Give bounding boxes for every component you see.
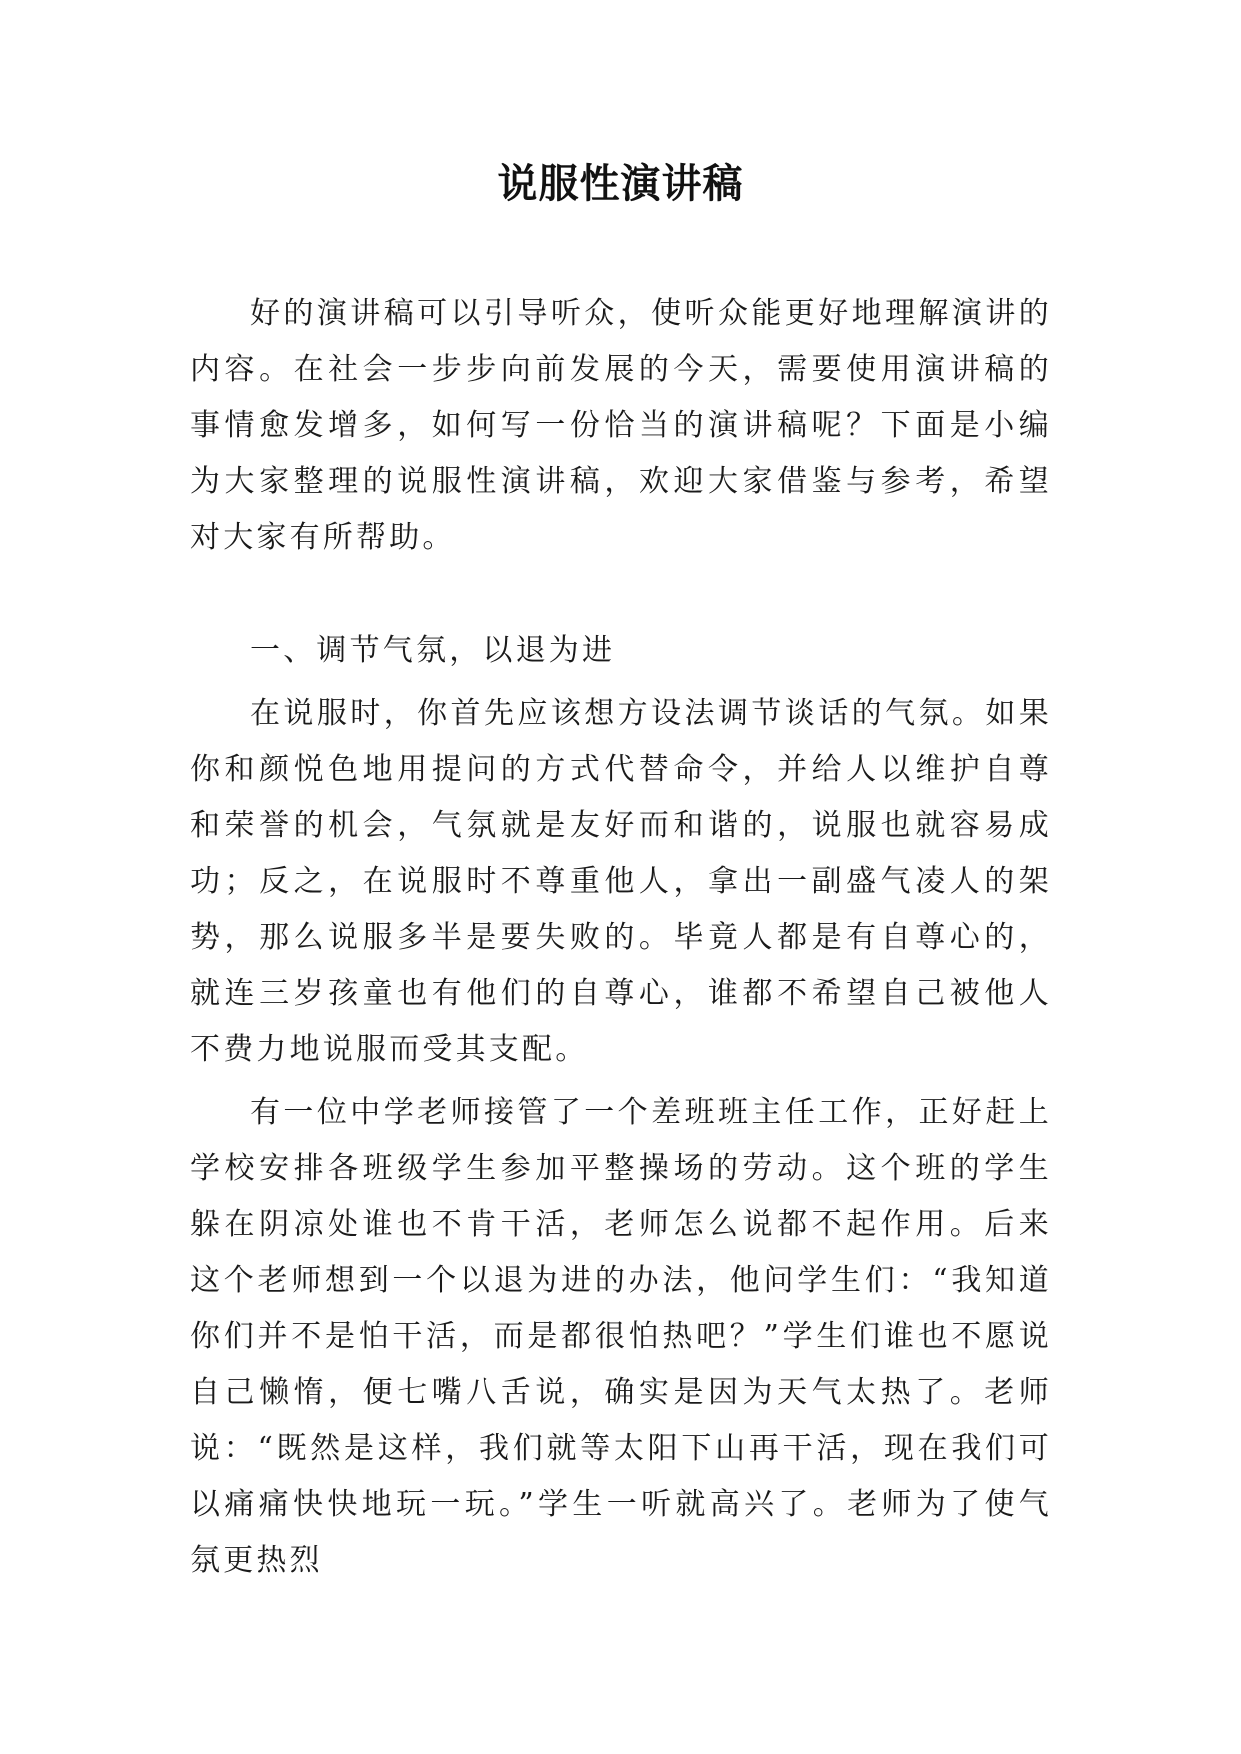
main-section: [190, 623, 1052, 1589]
intro-paragraph: 好的演讲稿可以引导听众，使听众能更好地理解演讲的内容。在社会一步步向前发展的今天，需要使用演讲稿的事情愈发增多，如何写一份恰当的演讲稿呢？下面是小编为大家整理的说服性演讲稿，欢迎大家借鉴与参考，希望对大家有所帮助。: [190, 296, 1052, 555]
body-paragraph: 有一位中学老师接管了一个差班班主任工作，正好赶上学校安排各班级学生参加平整操场的劳动。这个班的学生躲在阴凉处谁也不肯干活，老师怎么说都不起作用。后来这个老师想到一个以退为进的办法，他问学生们：“我知道你们并不是怕干活，而是都很怕热吧？”学生们谁也不愿说自己懒惰，便七嘴八舌说，确实是因为天气太热了。老师说：“既然是这样，我们就等太阳下山再干活，现在我们可以痛痛快快地玩一玩。”学生一听就高兴了。老师为了使气氛更热烈: [190, 1095, 1052, 1578]
section-heading: 一、调节气氛，以退为进: [250, 633, 616, 668]
page-title: 说服性演讲稿: [497, 161, 744, 207]
intro-section: [190, 286, 1052, 566]
body-paragraph: 在说服时，你首先应该想方设法调节谈话的气氛。如果你和颜悦色地用提问的方式代替命令，并给人以维护自尊和荣誉的机会，气氛就是友好而和谐的，说服也就容易成功；反之，在说服时不尊重他人，拿出一副盛气凌人的架势，那么说服多半是要失败的。毕竟人都是有自尊心的，就连三岁孩童也有他们的自尊心，谁都不希望自己被他人不费力地说服而受其支配。: [190, 696, 1052, 1067]
